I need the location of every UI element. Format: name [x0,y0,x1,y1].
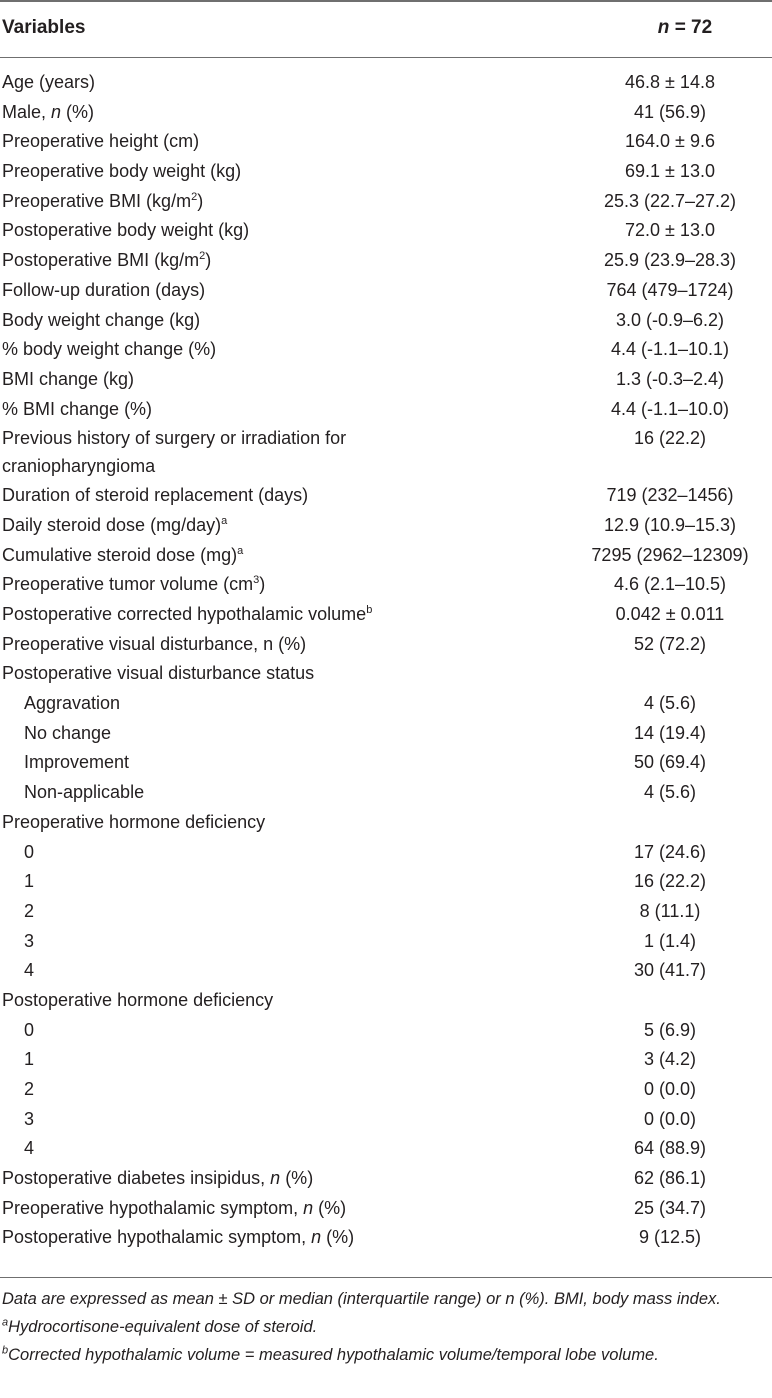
row-label: 1 [24,1049,35,1070]
row-value: 30 (41.7) [633,960,707,981]
table-row [0,630,772,660]
row-value: 3 (4.2) [643,1049,697,1070]
table-row [0,511,772,541]
row-label: % body weight change (%) [2,339,217,360]
row-value: 1.3 (-0.3–2.4) [615,368,725,389]
table-row [0,395,772,425]
row-label: Non-applicable [24,782,145,803]
table-row [0,365,772,395]
table-row [0,1045,772,1075]
row-label: 1 [24,871,35,892]
row-value: 14 (19.4) [633,722,707,743]
row-label: Follow-up duration (days) [2,279,206,300]
table-row [0,719,772,749]
footnote-a-mark: a [2,1316,9,1329]
row-value: 17 (24.6) [633,841,707,862]
row-value: 719 (232–1456) [606,485,734,506]
header-n-value: = 72 [674,17,713,38]
table-row [0,1223,772,1253]
row-label: 3 [24,930,35,951]
section-label: Postoperative visual disturbance status [2,663,315,684]
label-italic: n [303,1197,314,1218]
footnote-general: Data are expressed as mean ± SD or median (interquartile range) or n (%). BMI, body mass index. [2,1290,721,1308]
row-value: 16 (22.2) [633,871,707,892]
row-label [2,1164,472,1192]
label-sup: 3 [253,574,260,587]
row-label [2,600,472,628]
table-row [0,897,772,927]
table-row [0,68,772,98]
header-n-symbol: n [657,17,670,38]
row-label: 2 [24,900,35,921]
label-text-post: (%) [61,101,95,122]
label-text: Preoperative BMI (kg/m [2,190,192,211]
row-label: No change [24,722,112,743]
table-row [0,1016,772,1046]
label-italic: n [51,101,62,122]
label-italic: n [270,1168,281,1189]
row-value: 164.0 ± 9.6 [625,131,715,152]
row-label: Age (years) [2,72,96,92]
label-sup: a [237,544,244,557]
table-row [0,927,772,957]
label-italic: n [311,1227,322,1248]
row-value: 25.9 (23.9–28.3) [603,250,737,271]
row-label: Body weight change (kg) [2,309,201,330]
footnote-b [2,1341,770,1369]
label-text: Daily steroid dose (mg/day) [2,514,222,535]
table-bottom-rule [0,1277,772,1278]
label-text: Preoperative hypothalamic symptom, [2,1197,304,1218]
row-value: 3.0 (-0.9–6.2) [615,309,725,330]
footnote-a [2,1313,770,1341]
table-row [0,1075,772,1105]
label-sup: 2 [191,190,198,203]
label-text: Postoperative hypothalamic symptom, [2,1227,312,1248]
row-value: 4.4 (-1.1–10.0) [610,398,730,419]
table-row [0,127,772,157]
label-text-post: ) [205,250,212,271]
row-value: 72.0 ± 13.0 [625,220,715,241]
row-value: 25.3 (22.7–27.2) [603,190,737,211]
row-value: 64 (88.9) [633,1138,707,1159]
table-row [0,778,772,808]
row-label: Duration of steroid replacement (days) [2,485,309,506]
footnote-a-text: Hydrocortisone-equivalent dose of steroid. [8,1318,318,1336]
row-value: 12.9 (10.9–15.3) [603,514,737,535]
label-text: Cumulative steroid dose (mg) [2,544,238,565]
table-row [0,1134,772,1164]
table-section-row [0,986,772,1016]
table-header-row [0,0,772,57]
row-label: 4 [24,960,35,981]
row-value: 16 (22.2) [633,428,707,449]
row-value: 0.042 ± 0.011 [615,604,725,624]
label-sup: 2 [199,250,206,263]
row-label [2,1223,472,1251]
table-row [0,157,772,187]
row-label [2,1194,472,1222]
row-label: Preoperative height (cm) [2,131,200,152]
footnote-b-mark: b [2,1344,9,1357]
row-value: 4 (5.6) [643,782,697,803]
row-label [2,541,472,569]
row-label [2,570,472,598]
row-value: 62 (86.1) [633,1168,707,1189]
row-label: Previous history of surgery or irradiation for craniopharyngioma [2,428,347,477]
table-row [0,748,772,778]
label-text: Male, [2,101,52,122]
row-label: Preoperative body weight (kg) [2,161,242,182]
row-value: 764 (479–1724) [606,279,734,300]
table-row [0,276,772,306]
table-row [0,1105,772,1135]
row-value: 52 (72.2) [633,633,707,654]
table-row [0,216,772,246]
row-label [2,246,472,274]
row-label: % BMI change (%) [2,398,153,419]
table-row [0,570,772,600]
label-sup: b [366,604,373,616]
row-value: 25 (34.7) [633,1197,707,1218]
row-value: 7295 (2962–12309) [591,544,749,565]
label-text-post: (%) [280,1168,314,1189]
row-label [2,98,472,126]
row-value: 69.1 ± 13.0 [625,161,715,182]
table-row [0,424,772,481]
row-value: 4 (5.6) [643,693,697,714]
label-text: Postoperative BMI (kg/m [2,250,200,271]
header-sample-size [620,17,750,39]
row-value: 1 (1.4) [643,930,697,951]
table-header-rule [0,57,772,58]
row-value: 0 (0.0) [643,1108,697,1129]
table-section-row [0,659,772,689]
table-row [0,689,772,719]
label-sup: a [221,514,228,527]
row-label: Preoperative visual disturbance, n (%) [2,633,307,654]
header-variables: Variables [2,17,86,38]
footnote-b-text: Corrected hypothalamic volume = measured hypothalamic volume/temporal lobe volume. [8,1346,659,1364]
label-text: Postoperative diabetes insipidus, [2,1168,271,1189]
table-row [0,98,772,128]
label-text-post: (%) [321,1227,355,1248]
row-value: 41 (56.9) [633,101,707,122]
row-label: BMI change (kg) [2,368,135,389]
label-text: Preoperative tumor volume (cm [2,574,254,595]
row-label [2,187,472,215]
table-row [0,306,772,336]
table-row [0,838,772,868]
row-label: Aggravation [24,693,121,714]
table-row [0,187,772,217]
row-value: 4.4 (-1.1–10.1) [610,339,730,360]
table-row [0,541,772,571]
table-row [0,867,772,897]
label-text-post: ) [197,190,204,211]
table-row [0,1164,772,1194]
table-section-row [0,808,772,838]
row-label: 0 [24,841,35,862]
row-value: 46.8 ± 14.8 [625,72,715,92]
row-value: 8 (11.1) [639,900,701,921]
row-label: Postoperative body weight (kg) [2,220,250,241]
section-label: Postoperative hormone deficiency [2,989,274,1010]
table-body [0,68,772,1253]
row-label [2,511,472,539]
row-value: 50 (69.4) [633,752,707,773]
table-row [0,956,772,986]
row-label: Improvement [24,752,130,773]
row-label: 4 [24,1138,35,1159]
row-label: 3 [24,1108,35,1129]
table-footnotes [2,1285,770,1369]
label-text: Postoperative corrected hypothalamic volume [2,604,367,624]
row-label: 2 [24,1079,35,1099]
table-row [0,600,772,630]
table-row [0,481,772,511]
table-row [0,1194,772,1224]
row-value: 9 (12.5) [638,1227,702,1248]
row-label: 0 [24,1019,35,1040]
label-text-post: (%) [313,1197,347,1218]
label-text-post: ) [259,574,266,595]
row-value: 4.6 (2.1–10.5) [613,574,727,595]
row-value: 0 (0.0) [643,1079,697,1099]
section-label: Preoperative hormone deficiency [2,811,266,832]
table-row [0,246,772,276]
table-row [0,335,772,365]
row-value: 5 (6.9) [643,1019,697,1040]
